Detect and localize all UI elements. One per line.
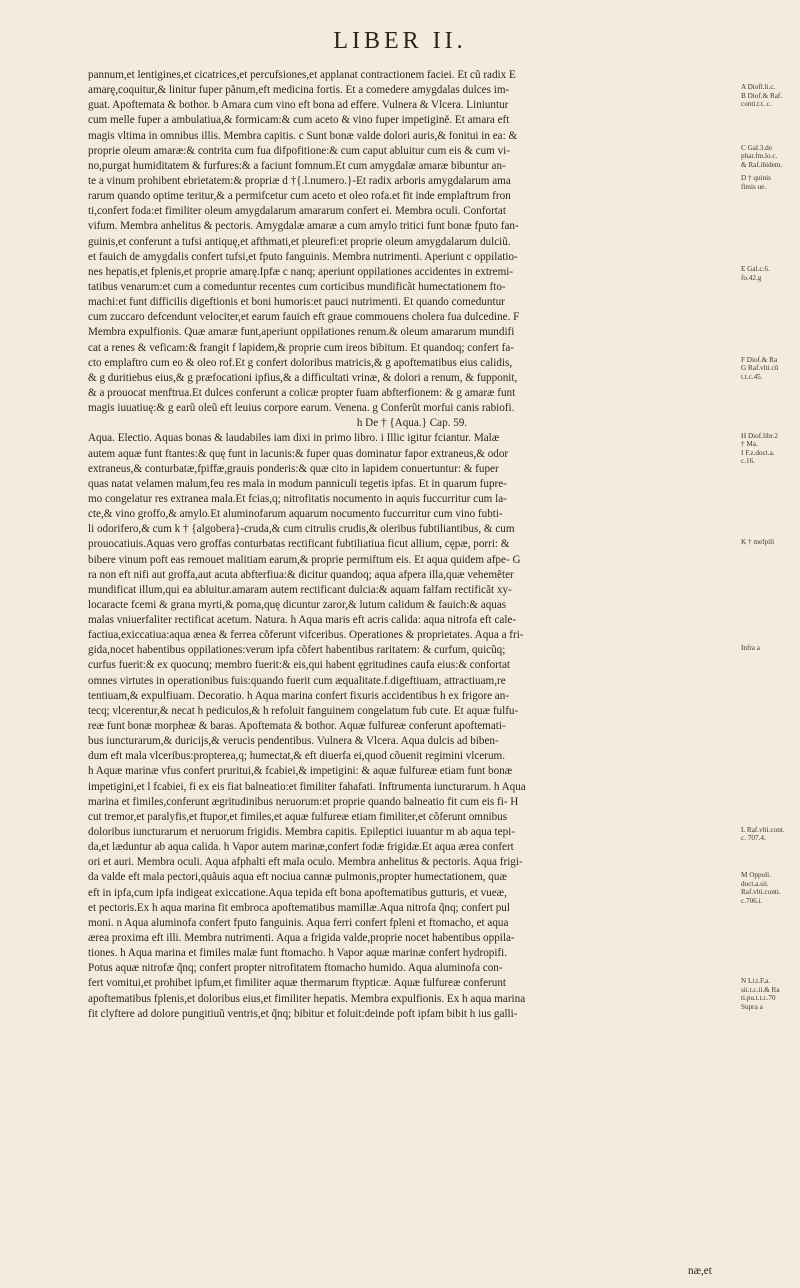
text-line: et pectoris.Ex h aqua marina fit embroca apoftematibus mamillæ.Aqua nitrofa q̃nq; confert pul	[88, 901, 510, 914]
text-line: li odorifero,& cum k † {algobera}-cruda,& cum citrulis crudis,& oleribus fubtiliantibus, & cum	[88, 523, 515, 536]
text-line: cte,& vino groffo,& amylo.Et aluminofarum aquarum nocumento fuccurritur cum vino fubti-	[88, 508, 503, 521]
text-line: malas vniuerfaliter rectificat acetum. Natura. h Aqua maris eft acris calida: aqua nitrofa eft cale-	[88, 614, 517, 627]
text-line: vifum. Membra anhelitus & pectoris. Amygdalæ amaræ a cum amylo tritici funt bonæ fputo fan-	[88, 220, 519, 233]
text-line: da,et læduntur ab aqua calida. h Vapor autem marinæ,confert fodæ frigidæ.Et aqua ærea confert	[88, 841, 514, 854]
margin-note: L Raf.vlti.cont. c. 707.4.	[741, 825, 785, 843]
text-line: cum melle fuper a ambulatiua,& formicam:& cum aceto & vino fuper impetigině. Et amara eft	[88, 114, 510, 127]
margin-note: D † quinis fimis ue.	[741, 174, 771, 191]
text-line: Membra expulfionis. Quæ amaræ funt,aperiunt oppilationes renum.& oleum amararum mundifi	[88, 326, 515, 339]
text-line: & a prouocat menftrua.Et dulces conferunt a colicæ propter fuam abfterfionem: & g amaræ funt	[88, 386, 516, 399]
margin-note: E Gal.c.6. fo.42.g	[741, 264, 770, 282]
text-line: & g duritiebus eius,& g præfocationi ipfius,& a difficultati vrinæ, & dolori a renum, & fupponit,	[88, 371, 518, 384]
text-line: mundificat illum,qui ea abluitur.amaram autem rectificant dulcia:& aquam falfam rectificãt xy-	[88, 583, 512, 596]
text-line: apoftematibus fplenis,et doloribus eius,et fimiliter hepatis. Membra expulfionis. Ex h aqua marina	[88, 992, 526, 1005]
text-line: cut tremor,et paralyfis,et ftupor,et fimiles,et aquæ fulfureæ etiam fimiliter,et cõferunt omnibus	[88, 810, 508, 823]
margin-note: H Diof.libr.2 † Ma. I F.z.doct.a. c.16.	[741, 431, 778, 466]
text-line: quas natat velamen malum,feu res mala in modum panniculi tegetis ipfas. Et in quarum fupre-	[88, 477, 507, 490]
text-line: autem aquæ funt ftantes:& quę funt in lacunis:& fuper quas dominatur fapor extraneus,& odor	[88, 447, 509, 460]
margin-note: K † mefpili	[741, 537, 775, 546]
text-line: Potus aquæ nitrofæ q̃nq; confert propter nitrofitatem ftomacho humido. Aqua aluminofa con-	[88, 962, 503, 975]
text-line: ori et auri. Membra oculi. Aqua afphalti eft mala oculo. Membra anhelitus & pectoris. Aqua frigi-	[88, 856, 523, 869]
margin-note: N Li.t.F.a. sii.t.c.ii.& Ra ti.pu.t.t.c.70 Supra a	[741, 977, 780, 1011]
text-line: ra non eft nifi aut groffa,aut acuta abfterfiua:& dicitur quandoq; aqua afpera illa,quæ vehemẽter	[88, 568, 514, 581]
text-line: cto emplaftro cum eo & oleo rof.Et g confert doloribus matricis,& g apoftematibus eius calidis,	[88, 356, 513, 369]
text-line: tentiuam,& expulfiuam. Decoratio. h Aqua marina confert fixuris accidentibus h ex frigore an-	[88, 689, 510, 702]
text-line: reæ funt bonæ morpheæ & baras. Apoftemata & bothor. Aquæ fulfureæ conferunt apoftemati-	[88, 720, 506, 733]
margin-note: C Gal.3.de phar.fm.lo.c. & Raf.ibidem.	[741, 143, 783, 169]
text-line: te a vinum prohibent ebrietatem:& propriæ d †{.l.numero.}-Et radix arboris amygdalarum ama	[88, 174, 511, 187]
text-line: da valde eft mala pectori,quãuis aqua eft nociua cannæ pulmonis,propter humectationem, quæ	[88, 871, 507, 884]
text-line: doloribus iuncturarum et neruorum frigidis. Membra capitis. Epileptici iuuantur m ab aqua tepi-	[88, 826, 515, 839]
text-line: locaracte fcemi & grana myrti,& poma,quę dicuntur zaror,& lutum calidum & fauich:& aquas	[88, 598, 507, 611]
text-line: tecq; vlcerentur,& necat h pediculos,& h refoluit fanguinem congelatum fub cute. Et aquæ fulfu-	[88, 704, 519, 717]
text-line: eft in ipfa,cum ipfa indigeat exiccatione.Aqua tepida eft bona apoftematibus gutturis, et vueæ,	[88, 886, 507, 899]
text-line: bibere vinum poft eas remouet malitiam earum,& proprie permiftum eis. Et aqua quidem afpe- G	[88, 553, 521, 566]
text-line: no,purgat humiditatem & furfures:& a faciunt fomnum.Et cum amygdalæ amaræ bibuntur an-	[88, 159, 506, 172]
text-line: ærea proxima eft illi. Membra nutrimenti. Aqua a frigida valde,proprie nocet habentibus oppila-	[88, 932, 515, 945]
text-line: impetigini,et l fcabiei, fi ex eis fiat balneatio:et fimiliter fahafati. Inftrumenta iuncturarum. h Aqua	[88, 780, 526, 793]
margin-note: M Oppoli. doct.a.sii. Raf.vlti.conti. c.706.i.	[741, 870, 781, 905]
text-line: pannum,et lentigines,et cicatrices,et percufsiones,et applanat contractionem faciei. Et cũ radix E	[88, 69, 516, 81]
text-line: tiones. h Aqua marina et fimiles malæ funt ftomacho. h Vapor aquæ marinæ confert hydropifi.	[88, 947, 508, 960]
text-line: mo congelatur res extranea mala.Et fcias,q; nitrofitatis nocumento in aquis fuccurritur cum la-	[88, 492, 507, 505]
text-line: marina et fimiles,conferunt ægritudinibus neruorum:et proprie quando balneatio fit cum eis fi- H	[88, 795, 519, 808]
text-line: fit clyftere ad dolore pungitiuũ ventris,et q̃nq; bibitur et foluit:deinde poft ipfam bibit h ius galli-	[88, 1007, 518, 1020]
text-line: curfus fuerit:& ex quocunq; membro fuerit:& eis,qui habent ęgritudines caufa eius:& confortat	[88, 659, 510, 672]
text-line: dum eft mala vlceribus:propterea,q; humectat,& eft diuerfa ei,quod cõuenit regimini vlcerum.	[88, 750, 506, 763]
text-line: bus iuncturarum,& duricijs,& verucis pendentibus. Vulnera & Vlcera. Aqua dulcis ad biben-	[88, 735, 499, 748]
text-line: Aqua. Electio. Aquas bonas & laudabiles iam dixi in primo libro. i Illic igitur fciantur. Malæ	[88, 432, 500, 445]
text-line: cum zuccaro defcendunt velociter,et earum fauich eft graue commouens cholera fua dulcedine. F	[88, 311, 520, 324]
text-line: ti,confert foda:et fimiliter oleum amygdalarum amararum confert ei. Membra oculi. Confortat	[88, 205, 506, 218]
running-head: LIBER II.	[333, 28, 467, 54]
text-line: moni. n Aqua aluminofa confert fputo fanguinis. Aqua ferri confert fpleni et ftomacho, et aqua	[88, 916, 509, 929]
text-line: tatibus venarum:et cum a comeduntur recentes cum corticibus mundificãt humectationem fto-	[88, 280, 506, 293]
text-line: proprie oleum amaræ:& contrita cum fua difpofitione:& cum caput abluitur cum eis & cum vi-	[88, 144, 510, 157]
text-line: guinis,et conferunt a tufsi antiquę,et afthmati,et pleurefi:et proprie oleum amygdalarum dulciũ.	[88, 235, 511, 248]
text-line: machi:et funt difficilis digeftionis et boni humoris:et pauci nutrimenti. Et quando comeduntur	[88, 296, 505, 309]
text-line: et fauich de amygdalis confert tufsi,et fputo fanguinis. Membra nutrimenti. Aperiunt c oppilatio-	[88, 250, 518, 263]
text-line: prouocatiuis.Aquas vero groffas conturbatas rectificant fubtiliatiua ficut allium, cępæ, porri: &	[88, 538, 510, 551]
text-line: h De † {Aqua.} Cap. 59.	[356, 417, 468, 430]
text-line: magis vltima in omnibus illis. Membra capitis. c Sunt bonæ valde dolori auris,& fonitui in ea: &	[88, 129, 518, 142]
text-line: factiua,exiccatiua:aqua ænea & ferrea cõferunt vifceribus. Operationes & proprietates. Aqua a fri-	[88, 629, 524, 642]
text-line: amarę,coquitur,& linitur fuper pãnum,eft medicina fortis. Et a comedere amygdalas dulces im-	[88, 84, 510, 97]
text-line: guat. Apoftemata & bothor. b Amara cum vino eft bona ad effere. Vulnera & Vlcera. Liniuntur	[88, 99, 509, 112]
body-text	[88, 68, 736, 1022]
text-line: extraneus,& conturbatæ,fpiffæ,grauis ponderis:& quæ cito in lapidem conuertuntur: & fuper	[88, 462, 499, 475]
text-line: rarum quando optime teritur,& a permifcetur cum aceto et oleo rofa.et fit inde emplaftrum fron	[88, 190, 511, 203]
text-line: fert vomitui,et prohibet ipfum,et fimiliter aquæ thermarum ftypticæ. Aquæ fulfureæ conferunt	[88, 977, 506, 990]
text-line: magis iuuatiuę:& g earũ oleũ eft leuius corpore earum. Venena. g Conferũt morfui canis rabiofi.	[88, 402, 515, 415]
text-line: h Aquæ marinæ vfus confert pruritui,& fcabiei,& impetigini: & aquæ fulfureæ etiam funt bonæ	[88, 765, 513, 778]
text-line: cat a renes & veficam:& frangit f lapidem,& proprie cum ireos bibitum. Et quandoq; confert fa-	[88, 341, 514, 354]
text-line: nes hepatis,et fplenis,et proprie amarę.Ipfæ c nanq; aperiunt oppilationes accidentes in extremi-	[88, 265, 514, 278]
text-line: gida,nocet habentibus oppilationes:verum ipfa cõfert habentibus raritatem: & curfum, quicũq;	[88, 644, 506, 657]
margin-note: F Diof.& Ra G Raf.vlti.cũ t.t.c.45.	[741, 355, 779, 382]
text-line: omnes virtutes in operationibus fuis:quando fuerit cum æqualitate.f.digeftiuam, attractiuam,re	[88, 674, 506, 687]
margin-note: A Diofl.li.c. B Diof.& Raf. conti.t.t. c.	[741, 83, 783, 109]
margin-note: Infra a	[741, 643, 760, 652]
catchword: næ,et	[688, 1265, 712, 1277]
